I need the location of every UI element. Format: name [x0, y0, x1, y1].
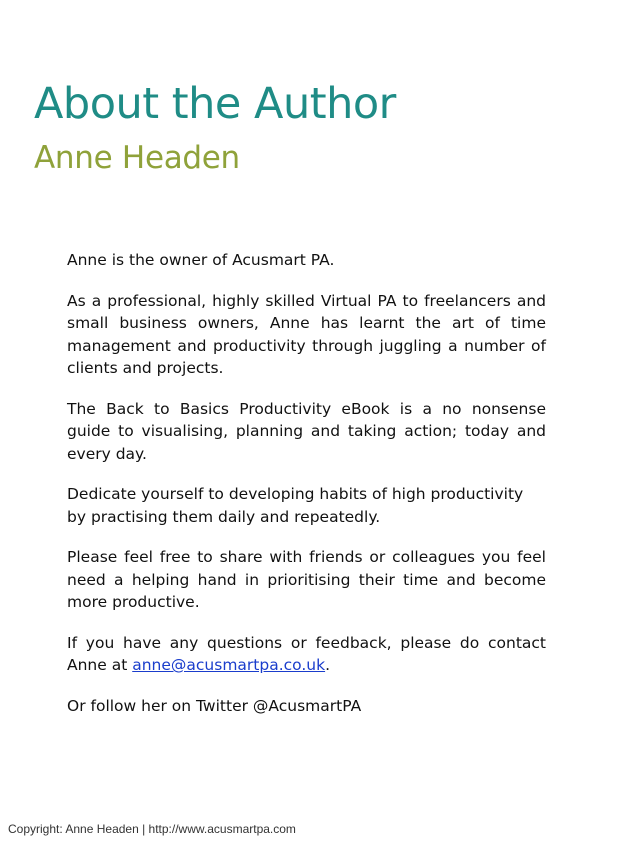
- author-name: Anne Headen: [34, 140, 240, 176]
- bio-paragraph-experience: As a professional, highly skilled Virtual PA to freelancers and small business owners, Anne has learnt the art of time management and productivity through juggling a number of clients and projects.: [67, 291, 546, 377]
- bio-paragraph-contact: [67, 632, 546, 677]
- page-title: About the Author: [34, 79, 396, 129]
- bio-paragraph-share: Please feel free to share with friends or colleagues you feel need a helping hand in prioritising their time and become more productive.: [67, 548, 546, 611]
- contact-period: .: [325, 656, 331, 674]
- bio-paragraph-habits: Dedicate yourself to developing habits of high productivity by practising them daily and repeatedly.: [67, 485, 524, 526]
- bio-paragraph-twitter: Or follow her on Twitter @AcusmartPA: [67, 696, 362, 715]
- contact-text: If you have any questions or feedback, please do contact Anne at: [67, 633, 546, 674]
- bio-paragraph-owner: Anne is the owner of Acusmart PA.: [67, 251, 335, 269]
- author-bio: [67, 249, 546, 735]
- bio-paragraph-ebook: The Back to Basics Productivity eBook is a no nonsense guide to visualising, planning and taking action; today and every day.: [67, 399, 546, 463]
- footer-copyright: Copyright: Anne Headen | http://www.acusmartpa.com: [8, 822, 296, 836]
- email-link[interactable]: anne@acusmartpa.co.uk: [132, 656, 326, 674]
